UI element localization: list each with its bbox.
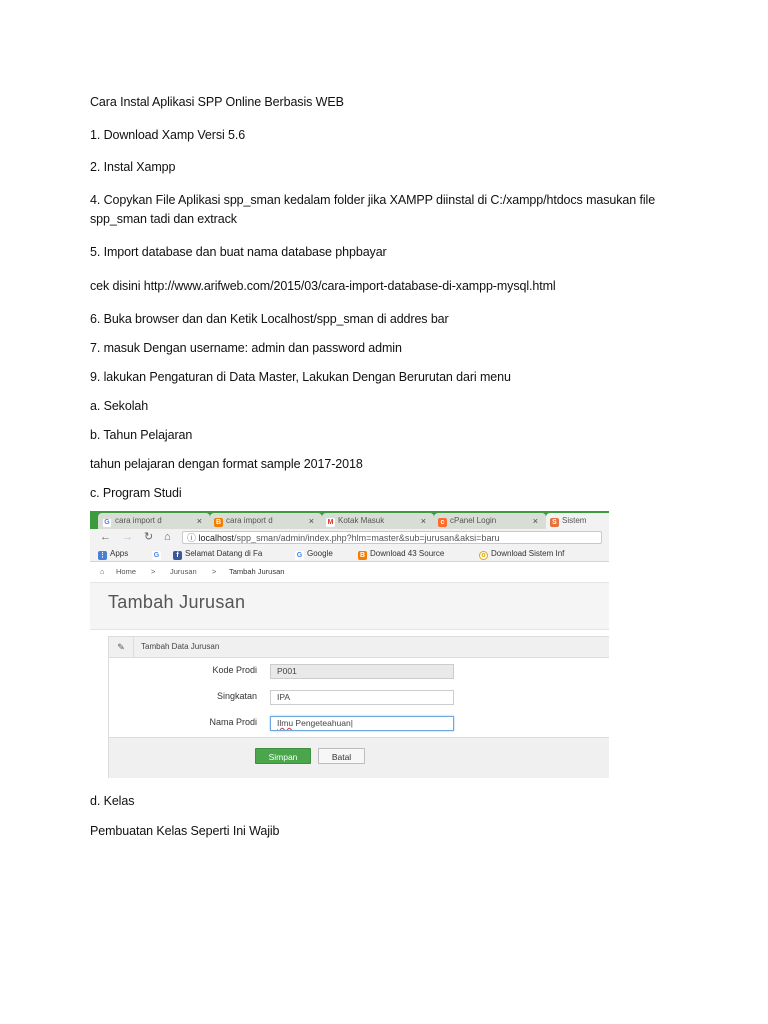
breadcrumb-separator: > bbox=[212, 567, 217, 576]
save-button[interactable]: Simpan bbox=[255, 748, 311, 764]
step-1: 1. Download Xamp Versi 5.6 bbox=[90, 128, 246, 142]
blogger-icon: B bbox=[215, 519, 222, 526]
cpanel-icon: c bbox=[438, 518, 447, 527]
apps-icon: ⋮ bbox=[99, 552, 106, 559]
bookmark-download-sistem[interactable] bbox=[479, 546, 564, 561]
google-icon: G bbox=[102, 518, 112, 528]
nama-prodi-word: Ilmu bbox=[277, 718, 294, 728]
bookmark-label: Download 43 Source bbox=[370, 549, 445, 558]
browser-tab-5[interactable] bbox=[546, 513, 609, 529]
bookmark-label: Apps bbox=[110, 549, 129, 558]
info-icon: ⓘ bbox=[187, 533, 199, 543]
step-5: 5. Import database dan buat nama database phpbayar bbox=[90, 245, 387, 259]
nama-prodi-input[interactable] bbox=[270, 716, 454, 731]
bookmark-label: Google bbox=[307, 549, 333, 558]
google-icon[interactable] bbox=[152, 546, 164, 561]
browser-tab-4[interactable] bbox=[434, 513, 546, 529]
url-path: /spp_sman/admin/index.php?hlm=master&sub=jurusan&aksi=baru bbox=[234, 533, 500, 543]
tab-label: cara import d bbox=[226, 516, 273, 525]
reload-icon[interactable]: ↻ bbox=[144, 531, 154, 543]
breadcrumb bbox=[90, 562, 609, 583]
page-title: Tambah Jurusan bbox=[108, 592, 246, 612]
bookmark-download-source[interactable] bbox=[358, 546, 444, 561]
embedded-screenshot bbox=[90, 511, 609, 781]
tab-label: Kotak Masuk bbox=[338, 516, 385, 525]
close-icon[interactable]: × bbox=[308, 516, 314, 526]
kode-prodi-input[interactable]: P001 bbox=[270, 664, 454, 679]
step-9: 9. lakukan Pengaturan di Data Master, Lakukan Dengan Berurutan dari menu bbox=[90, 370, 511, 384]
breadcrumb-jurusan[interactable]: Jurusan bbox=[170, 567, 197, 576]
panel-footer bbox=[109, 737, 609, 778]
url-host: localhost bbox=[198, 533, 235, 543]
google-icon: G bbox=[296, 552, 303, 559]
facebook-icon: f bbox=[173, 551, 182, 560]
tab-label: cara import d bbox=[115, 516, 162, 525]
nama-prodi-label: Nama Prodi bbox=[209, 717, 257, 727]
kode-prodi-label: Kode Prodi bbox=[212, 665, 257, 675]
home-icon[interactable]: ⌂ bbox=[164, 531, 171, 543]
bookmark-google[interactable] bbox=[295, 546, 333, 561]
breadcrumb-separator: > bbox=[151, 567, 156, 576]
tab-label: Sistem bbox=[562, 516, 587, 525]
nama-prodi-rest: Pengeteahuan bbox=[293, 718, 351, 728]
step-6: 6. Buka browser dan dan Ketik Localhost/spp_sman di addres bar bbox=[90, 312, 449, 326]
menu-d: d. Kelas bbox=[90, 794, 135, 808]
browser-tab-bar bbox=[90, 511, 609, 529]
bookmark-label: Selamat Datang di Fa bbox=[185, 549, 263, 558]
bookmark-apps[interactable] bbox=[98, 546, 128, 561]
singkatan-input[interactable]: IPA bbox=[270, 690, 454, 705]
bookmark-selamat[interactable] bbox=[173, 546, 262, 561]
browser-tab-1[interactable] bbox=[98, 513, 210, 529]
panel-title: Tambah Data Jurusan bbox=[141, 642, 220, 651]
step-2: 2. Instal Xampp bbox=[90, 160, 176, 174]
browser-toolbar bbox=[90, 529, 609, 546]
cancel-button[interactable]: Batal bbox=[318, 748, 365, 764]
close-icon[interactable]: × bbox=[196, 516, 202, 526]
home-icon[interactable]: ⌂ bbox=[100, 567, 105, 576]
breadcrumb-current: Tambah Jurusan bbox=[229, 567, 285, 576]
breadcrumb-home[interactable]: Home bbox=[116, 567, 137, 576]
singkatan-label: Singkatan bbox=[216, 691, 257, 701]
browser-tab-3[interactable] bbox=[322, 513, 434, 529]
pencil-icon: ✎ bbox=[109, 637, 134, 657]
bookmark-label: Download Sistem Inf bbox=[491, 549, 565, 558]
kelas-note: Pembuatan Kelas Seperti Ini Wajib bbox=[90, 824, 280, 838]
text-cursor: | bbox=[350, 718, 353, 728]
blogger-icon: B bbox=[359, 552, 366, 559]
forward-icon[interactable]: → bbox=[122, 531, 133, 543]
doc-title: Cara Instal Aplikasi SPP Online Berbasis WEB bbox=[90, 95, 344, 109]
address-bar[interactable] bbox=[182, 531, 602, 544]
step-7: 7. masuk Dengan username: admin dan password admin bbox=[90, 341, 402, 355]
tahun-note: tahun pelajaran dengan format sample 2017-2018 bbox=[90, 457, 363, 471]
close-icon[interactable]: × bbox=[420, 516, 426, 526]
form-panel bbox=[108, 636, 609, 778]
menu-b: b. Tahun Pelajaran bbox=[90, 428, 193, 442]
back-icon[interactable]: ← bbox=[100, 531, 111, 543]
page-header bbox=[90, 583, 609, 630]
bookmarks-bar bbox=[90, 546, 609, 562]
gmail-icon: M bbox=[327, 519, 334, 526]
menu-a: a. Sekolah bbox=[90, 399, 149, 413]
reference-link: cek disini http://www.arifweb.com/2015/03/cara-import-database-di-xampp-mysql.html bbox=[90, 279, 556, 293]
step-4: 4. Copykan File Aplikasi spp_sman kedalam folder jika XAMPP diinstal di C:/xampp/htdocs masukan file spp_sman tadi dan extrack bbox=[90, 193, 656, 226]
google-glyph: G bbox=[153, 552, 160, 559]
app-icon: S bbox=[550, 518, 559, 527]
menu-c: c. Program Studi bbox=[90, 486, 182, 500]
tab-label: cPanel Login bbox=[450, 516, 497, 525]
site-icon: o bbox=[479, 551, 488, 560]
close-icon[interactable]: × bbox=[532, 516, 538, 526]
browser-tab-2[interactable] bbox=[210, 513, 322, 529]
panel-header bbox=[109, 637, 609, 658]
